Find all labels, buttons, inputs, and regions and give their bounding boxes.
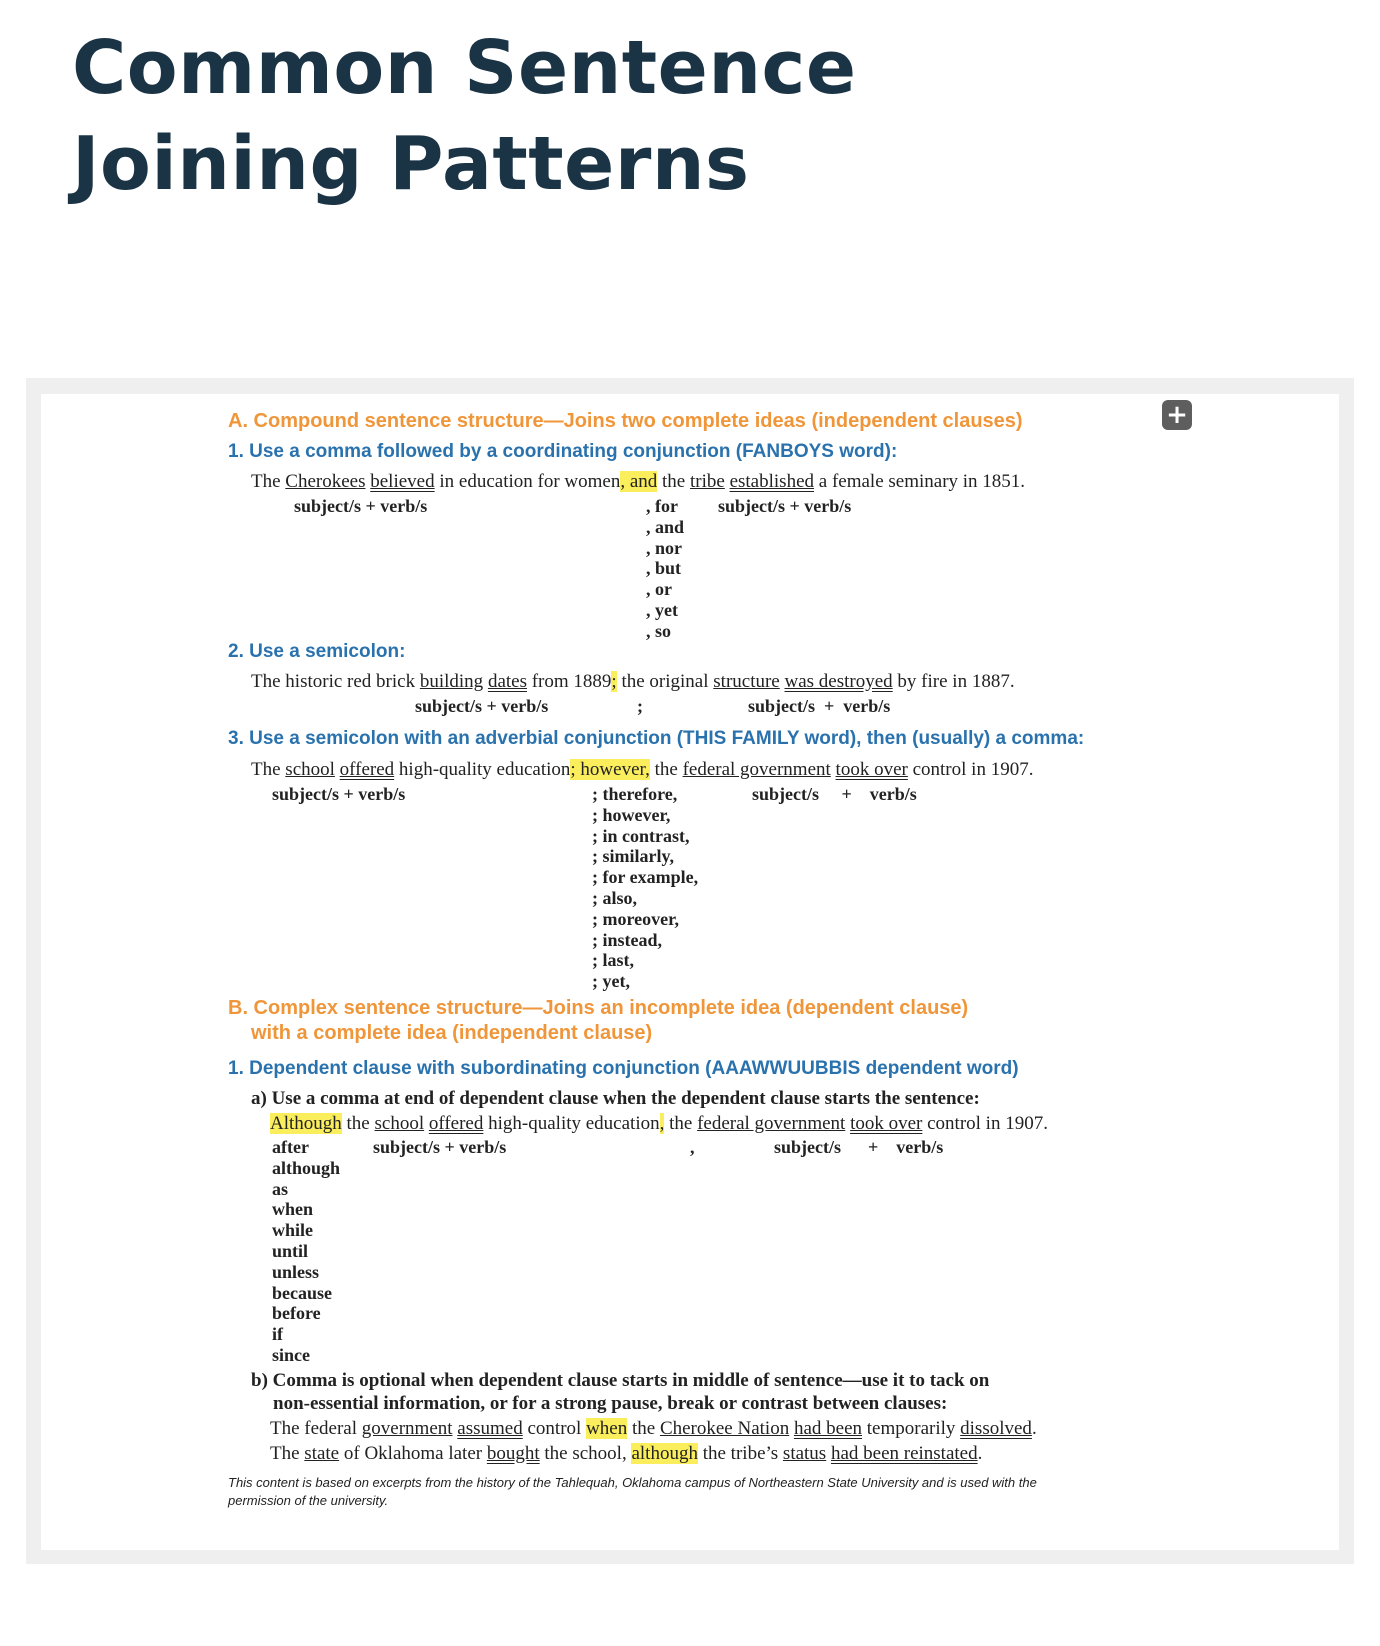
this-family-item: ; similarly, bbox=[592, 846, 674, 867]
fanboys-item: , nor bbox=[646, 537, 682, 558]
sentence-text: a female seminary in 1851. bbox=[814, 471, 1026, 492]
sentence-text: control in 1907. bbox=[922, 1113, 1048, 1134]
subordinator-item: when bbox=[272, 1199, 314, 1220]
example-sentence-a1 bbox=[251, 471, 1025, 493]
subject: Cherokees bbox=[285, 471, 366, 492]
subordinator-item: before bbox=[272, 1303, 321, 1324]
subordinator-item: if bbox=[272, 1324, 283, 1345]
rule-a3-heading: 3. Use a semicolon with an adverbial conjunction (THIS FAMILY word), then (usually) a comma: bbox=[228, 728, 1085, 749]
this-family-item: ; yet, bbox=[592, 971, 630, 992]
verb: assumed bbox=[457, 1418, 523, 1439]
example-sentence-b1a bbox=[270, 1113, 1048, 1135]
subject: school bbox=[285, 759, 335, 780]
verb: had been bbox=[793, 1418, 863, 1439]
subordinator-item: unless bbox=[272, 1261, 320, 1282]
sentence-text: the bbox=[657, 471, 690, 492]
page-title-line-2: Joining Patterns bbox=[72, 121, 750, 207]
aaawwuubbis-list bbox=[272, 1137, 340, 1366]
this-family-item: ; also, bbox=[592, 887, 637, 908]
subordinator-item: although bbox=[272, 1157, 341, 1178]
fanboys-item: , but bbox=[646, 558, 682, 579]
verb: had been reinstated bbox=[830, 1443, 978, 1464]
sentence-text: of Oklahoma later bbox=[339, 1443, 487, 1464]
fanboys-item: , for bbox=[646, 496, 678, 516]
part-a-instruction: a) Use a comma at end of dependent clause when the dependent clause starts the sentence: bbox=[251, 1088, 980, 1109]
pattern-label-right: subject/s + verb/s bbox=[718, 496, 852, 516]
expand-button[interactable] bbox=[1162, 400, 1192, 430]
verb: was destroyed bbox=[784, 671, 893, 692]
section-a-heading: A. Compound sentence structure—Joins two complete ideas (independent clauses) bbox=[228, 410, 1023, 432]
fanboys-item: , yet bbox=[646, 599, 678, 620]
verb: offered bbox=[339, 759, 395, 780]
part-b-instruction-line-1: b) Comma is optional when dependent clause starts in middle of sentence—use it to tack on bbox=[251, 1370, 990, 1391]
sentence-text: the bbox=[627, 1418, 660, 1439]
subordinator-item: while bbox=[272, 1220, 314, 1241]
subject: tribe bbox=[690, 471, 725, 492]
verb: offered bbox=[428, 1113, 484, 1134]
subordinator-item: until bbox=[272, 1240, 309, 1261]
sentence-text: The bbox=[251, 759, 286, 780]
sentence-text: control bbox=[522, 1418, 587, 1439]
fanboys-item: , so bbox=[646, 620, 672, 641]
sentence-text: control in 1907. bbox=[907, 759, 1034, 780]
sentence-text: the bbox=[664, 1113, 698, 1134]
sentence-text: The bbox=[270, 1443, 305, 1464]
this-family-item: ; moreover, bbox=[592, 908, 679, 929]
comma-highlight: , bbox=[659, 1113, 665, 1134]
verb: dissolved bbox=[960, 1418, 1032, 1439]
source-footnote bbox=[228, 1474, 1037, 1510]
sentence-text: The historic red brick bbox=[251, 671, 420, 692]
pattern-label-right: subject/s + verb/s bbox=[752, 784, 917, 804]
sentence-text: the bbox=[341, 1113, 375, 1134]
semicolon-highlight: ; bbox=[611, 671, 617, 692]
this-family-item: ; for example, bbox=[592, 867, 699, 888]
page-title bbox=[72, 20, 857, 212]
fanboys-list bbox=[646, 496, 684, 642]
sentence-text: The bbox=[251, 471, 286, 492]
example-sentence-b1b-1 bbox=[270, 1418, 1037, 1440]
this-family-item: ; instead, bbox=[592, 929, 663, 950]
subject: government bbox=[361, 1418, 453, 1439]
rule-a2-heading: 2. Use a semicolon: bbox=[228, 641, 406, 662]
fanboys-item: , or bbox=[646, 579, 672, 600]
pattern-label-left: subject/s + verb/s bbox=[373, 1137, 507, 1157]
conjunction-highlight: , and bbox=[620, 471, 658, 492]
sentence-text: the tribe’s bbox=[697, 1443, 783, 1464]
adverbial-conjunction-highlight: ; however, bbox=[570, 759, 650, 780]
footnote-line-1: This content is based on excerpts from the history of the Tahlequah, Oklahoma campus of Northeastern State University and is used with the bbox=[228, 1475, 1037, 1490]
subordinator-item: after bbox=[272, 1137, 309, 1157]
subject: status bbox=[782, 1443, 827, 1464]
example-sentence-a2 bbox=[251, 671, 1015, 693]
verb: established bbox=[729, 471, 815, 492]
this-family-item: ; in contrast, bbox=[592, 825, 690, 846]
pattern-label-mid: , bbox=[690, 1137, 695, 1157]
rule-a1-heading: 1. Use a comma followed by a coordinating conjunction (FANBOYS word): bbox=[228, 441, 898, 462]
pattern-label-right: subject/s + verb/s bbox=[774, 1137, 944, 1157]
fanboys-item: , and bbox=[646, 516, 685, 537]
sentence-text: The federal bbox=[270, 1418, 362, 1439]
example-sentence-b1b-2 bbox=[270, 1443, 982, 1465]
pattern-label-right: subject/s + verb/s bbox=[748, 696, 891, 716]
pattern-label-mid: ; bbox=[637, 696, 643, 716]
verb: took over bbox=[850, 1113, 923, 1134]
example-sentence-a3 bbox=[251, 759, 1033, 781]
sentence-text: high-quality education bbox=[394, 759, 571, 780]
subordinator-item: as bbox=[272, 1178, 289, 1199]
subject: state bbox=[304, 1443, 340, 1464]
subject: Cherokee Nation bbox=[659, 1418, 790, 1439]
footnote-line-2: permission of the university. bbox=[228, 1493, 389, 1508]
section-b-heading-line-1: B. Complex sentence structure—Joins an incomplete idea (dependent clause) bbox=[228, 997, 969, 1019]
plus-icon: + bbox=[1166, 400, 1188, 430]
pattern-label-left: subject/s + verb/s bbox=[415, 696, 549, 716]
verb: believed bbox=[370, 471, 435, 492]
subordinator-highlight: Although bbox=[270, 1113, 342, 1134]
this-family-item: ; therefore, bbox=[592, 784, 678, 804]
sentence-text: . bbox=[1031, 1418, 1037, 1439]
pattern-label-left: subject/s + verb/s bbox=[272, 784, 406, 804]
subject: school bbox=[374, 1113, 425, 1134]
verb: bought bbox=[486, 1443, 540, 1464]
sentence-text: the bbox=[649, 759, 683, 780]
this-family-list bbox=[592, 784, 698, 992]
this-family-item: ; last, bbox=[592, 950, 634, 971]
page-title-line-1: Common Sentence bbox=[72, 25, 857, 111]
subordinator-item: because bbox=[272, 1282, 332, 1303]
rule-b1-heading: 1. Dependent clause with subordinating conjunction (AAAWWUUBBIS dependent word) bbox=[228, 1058, 1019, 1079]
verb: dates bbox=[487, 671, 527, 692]
pattern-label-left: subject/s + verb/s bbox=[294, 496, 428, 516]
this-family-item: ; however, bbox=[592, 804, 671, 825]
part-b-instruction-line-2: non-essential information, or for a strong pause, break or contrast between clauses: bbox=[273, 1393, 948, 1414]
section-b-heading-line-2: with a complete idea (independent clause) bbox=[251, 1022, 653, 1044]
sentence-text: the original bbox=[616, 671, 714, 692]
verb: took over bbox=[835, 759, 908, 780]
sentence-text: . bbox=[977, 1443, 983, 1464]
sentence-text: from 1889 bbox=[526, 671, 612, 692]
subject: federal government bbox=[697, 1113, 846, 1134]
sentence-text: in education for women bbox=[434, 471, 621, 492]
sentence-text: by fire in 1887. bbox=[892, 671, 1015, 692]
subordinator-item: since bbox=[272, 1344, 310, 1365]
subject: building bbox=[419, 671, 484, 692]
sentence-text: temporarily bbox=[862, 1418, 961, 1439]
sentence-text: the school, bbox=[539, 1443, 632, 1464]
subordinator-highlight: although bbox=[631, 1443, 698, 1464]
subject: federal government bbox=[682, 759, 831, 780]
subject: structure bbox=[713, 671, 780, 692]
sentence-text: high-quality education bbox=[483, 1113, 660, 1134]
subordinator-highlight: when bbox=[586, 1418, 628, 1439]
